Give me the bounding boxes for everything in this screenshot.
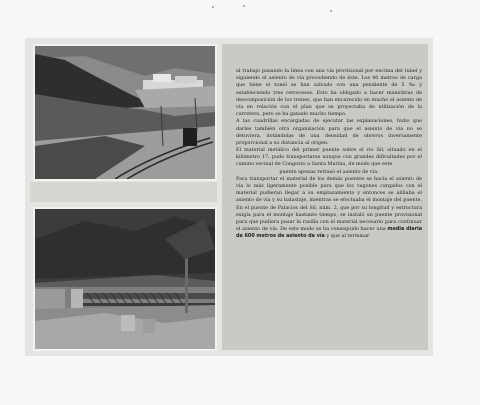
- bold-highlight: media diaria de 600 metros de asiento de vía: [236, 226, 422, 240]
- body-text: [236, 68, 422, 241]
- railway-valley-image: [35, 46, 215, 179]
- paragraph-4-text: Para transportar el material de los demás puentes se hacía el asiento de vía lo más ligeramente posible para que los vagones cargados con el material pudieran llegar a su emplazamiento y entonces se aliñaba el asiento de vía y su balastaje, mientras se efectuaba el montaje del puente. En el puente de Palacios del Sil, núm. 2, que por su longitud y estructura exigía para el montaje bastante tiempo, se instaló un puente provisional para que pudiera pasar la rasilla con el material necesario para continuar el asiento de vía. De este modo se ha conseguido hacer una: [236, 175, 422, 233]
- paragraph-2: A las cuadrillas encargadas de ejecutar las explanaciones, hubo que darles también otra organización para que el asiento de vía no se detuviera, dotándolas de una densidad de obreros inversamente proporcional a su distancia al origen.: [236, 118, 422, 146]
- paragraph-3-end: puente apenas retrasó el asiento de vía.: [279, 168, 379, 175]
- bridge-image: [35, 209, 215, 349]
- text-column: [222, 44, 428, 350]
- photo-railway-mountain-valley: [33, 44, 217, 181]
- blank-strip: [30, 182, 217, 202]
- paragraph-3: El material metálico del primer puente sobre el rio Sil, situado en el kilómetro 17, pudo transportarse aunque con grandes dificultades por el camino vecinal de Congosto a Santa Marina, de modo que este: [236, 147, 422, 168]
- paragraph-1: al trabajo pasando la linea con una vía provisional por encima del tunel y siguiendo el asiento de vía procediendo de éste. Los 40 metros de carga que tiene el tunel se han salvado con una pendiente de 5 %₀ y estableciendo tres retrocesos. Esto ha obligado a hacer maniobras de descomposición de los trenes, que han encarecido en mucho el asiento de vía en relación con el plan que se proyectaba de utilización de la carretera, pero se ha ganado mucho tiempo.: [236, 68, 422, 118]
- paragraph-4: [236, 176, 422, 241]
- photo-railway-bridge: [33, 207, 217, 351]
- paragraph-4-tail: y que al terminar: [326, 233, 370, 240]
- book-page: [25, 38, 433, 356]
